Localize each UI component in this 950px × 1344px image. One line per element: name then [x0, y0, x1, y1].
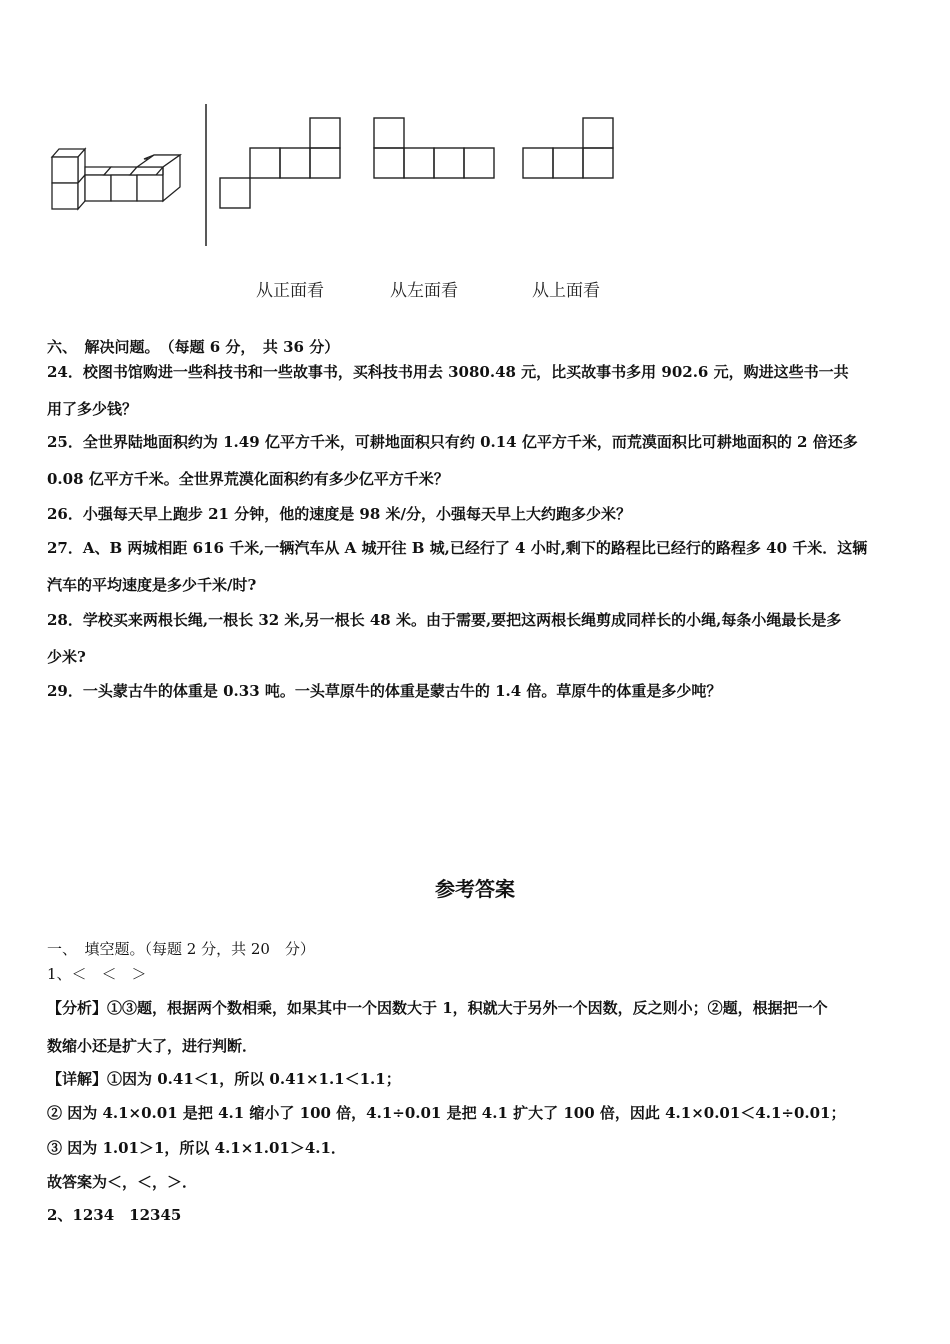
- analysis-line1: 【分析】①③题，根据两个数相乘，如果其中一个因数大于 1，积就大于另外一个因数，反之则小；②题，根据把一个: [47, 999, 828, 1017]
- conclusion-line: 故答案为＜，＜，＞．: [47, 1173, 198, 1191]
- question-25-line2: 0.08 亿平方千米。全世界荒漠化面积约有多少亿平方千米？: [47, 470, 449, 488]
- question-28-line2: 少米?: [47, 648, 86, 666]
- cube-views-figure: [0, 0, 950, 320]
- top-view-drawing: [523, 118, 613, 178]
- question-29: 29．一头蒙古牛的体重是 0.33 吨。一头草原牛的体重是蒙古牛的 1.4 倍。草原牛的体重是多少吨？: [47, 682, 722, 700]
- question-24-line2: 用了多少钱？: [47, 400, 138, 418]
- answer-2: 2、1234 12345: [47, 1206, 182, 1224]
- left-view-drawing: [374, 118, 494, 178]
- question-27-line1: 27．A、B 两城相距 616 千米,一辆汽车从 A 城开往 B 城,已经行了 4 小时,剩下的路程比已经行的路程多 40 千米．这辆: [47, 539, 868, 557]
- section-heading: 六、 解决问题。 （每题 6 分， 共 36 分）: [47, 338, 340, 356]
- answers-title: 参考答案: [435, 877, 515, 901]
- question-24-line1: 24．校图书馆购进一些科技书和一些故事书，买科技书用去 3080.48 元，比买故事书多用 902.6 元，购进这些书一共: [47, 363, 849, 381]
- analysis-line2: 数缩小还是扩大了，进行判断．: [47, 1037, 258, 1055]
- cube-stack-drawing: [52, 149, 180, 209]
- left-view-label: 从左面看: [390, 281, 458, 301]
- detail-line1: 【详解】①因为 0.41＜1，所以 0.41×1.1＜1.1；: [47, 1070, 401, 1088]
- detail-line2: ② 因为 4.1×0.01 是把 4.1 缩小了 100 倍，4.1÷0.01 是把 4.1 扩大了 100 倍，因此 4.1×0.01＜4.1÷0.01；: [47, 1104, 846, 1122]
- front-view-drawing: [220, 118, 340, 208]
- answer-1: 1、＜ ＜ ＞: [47, 965, 147, 983]
- detail-line3: ③ 因为 1.01＞1，所以 4.1×1.01＞4.1．: [47, 1139, 346, 1157]
- top-view-label: 从上面看: [532, 281, 600, 301]
- question-25-line1: 25．全世界陆地面积约为 1.49 亿平方千米，可耕地面积只有约 0.14 亿平方千米，而荒漠面积比可耕地面积的 2 倍还多: [47, 433, 858, 451]
- question-28-line1: 28．学校买来两根长绳,一根长 32 米,另一根长 48 米。由于需要,要把这两根长绳剪成同样长的小绳,每条小绳最长是多: [47, 611, 842, 629]
- answers-section-heading: 一、 填空题。（每题 2 分，共 20 分）: [47, 940, 315, 958]
- front-view-label: 从正面看: [256, 281, 324, 301]
- question-26: 26．小强每天早上跑步 21 分钟，他的速度是 98 米/分，小强每天早上大约跑多少米？: [47, 505, 631, 523]
- question-27-line2: 汽车的平均速度是多少千米/时?: [47, 576, 257, 594]
